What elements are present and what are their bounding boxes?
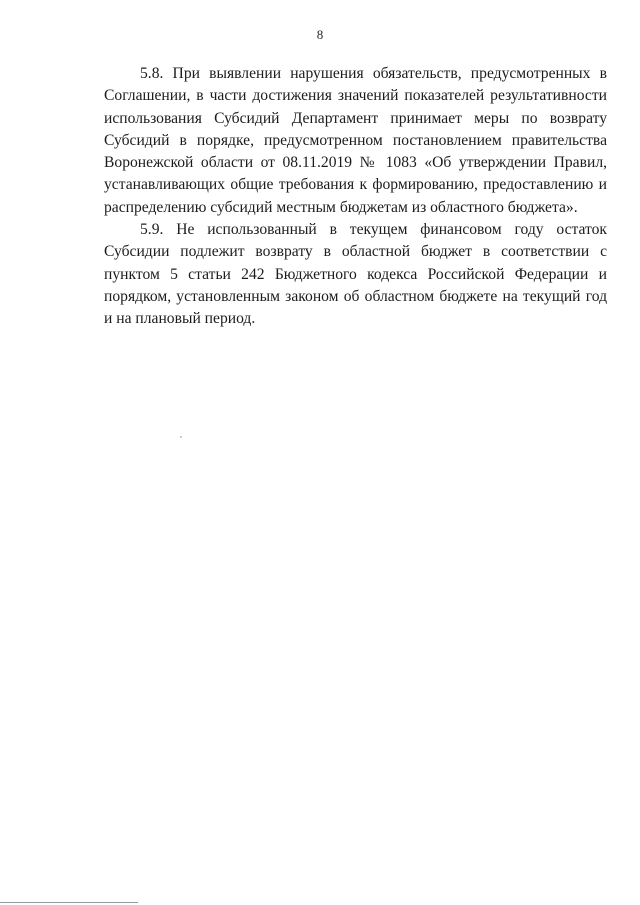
document-body <box>104 63 607 331</box>
paragraph-5-8: 5.8. При выявлении нарушения обязательств, предусмотренных в Соглашении, в части достижения значений показателей результативности использования Субсидий Департамент принимает меры по возврату Субсидий в порядке, предусмотренном постановлением правительства Воронежской области от 08.11.2019 № 1083 «Об утверждении Правил, устанавливающих общие требования к формированию, предоставлению и распределению субсидий местным бюджетам из областного бюджета». <box>104 65 607 216</box>
paragraph-5-9: 5.9. Не использованный в текущем финансовом году остаток Субсидии подлежит возврату в областной бюджет в соответствии с пунктом 5 статьи 242 Бюджетного кодекса Российской Федерации и порядком, установленным законом об областном бюджете на текущий год и на плановый период. <box>104 221 607 328</box>
page-number: 8 <box>316 27 324 42</box>
scan-speck <box>180 436 182 438</box>
scan-edge-line <box>0 902 138 903</box>
